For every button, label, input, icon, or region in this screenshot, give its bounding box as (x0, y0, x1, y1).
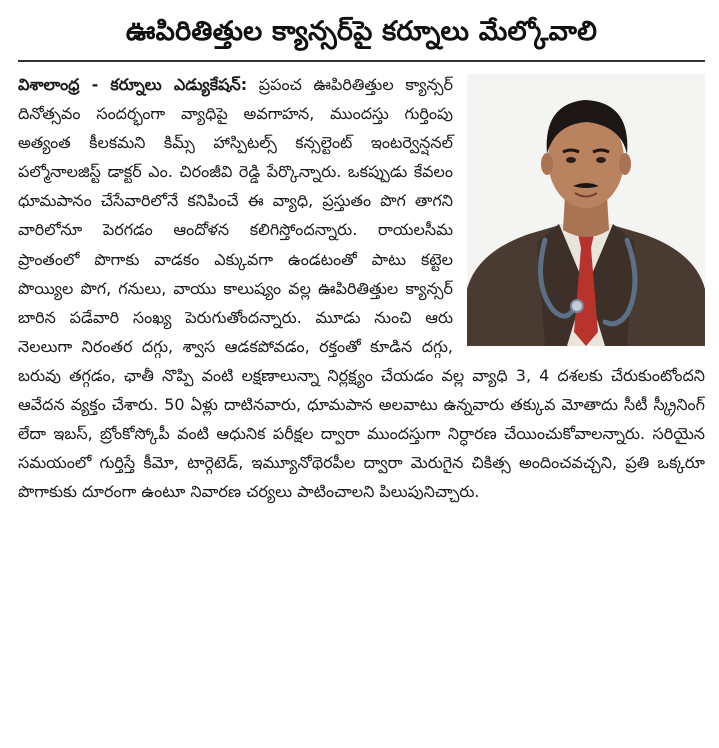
doctor-photo (467, 74, 705, 346)
right-eye (596, 157, 606, 163)
left-ear (541, 153, 553, 175)
stethoscope-chestpiece (571, 300, 583, 312)
byline: విశాలాంధ్ర - కర్నూలు ఎడ్యుకేషన్: (18, 75, 248, 94)
headline-divider (18, 60, 705, 62)
article-body (18, 70, 705, 506)
article-body-text: ప్రపంచ ఊపిరితిత్తుల క్యాన్సర్ దినోత్సవం సందర్భంగా వ్యాధిపై అవగాహన, ముందస్తు గుర్తింపు అత్యంత కీలకమని కిమ్స్ హాస్పిటల్స్ కన్సల్టెంట్ ఇంటర్వెన్షనల్ పల్మోనాలజిస్ట్ డాక్టర్ ఎం. చిరంజీవి రెడ్డి పేర్కొన్నారు. ఒకప్పుడు కేవలం ధూమపానం చేసేవారిలోనే కనిపించే ఈ వ్యాధి, ప్రస్తుతం పొగ తాగని వారిలోనూ పెరగడం ఆందోళన కలిగిస్తోందన్నారు. రాయలసీమ ప్రాంతంలో పొగాకు వాడకం ఎక్కువగా ఉండటంతో పాటు కట్టెల పొయ్యిల పొగ, గనులు, వాయు కాలుష్యం వల్ల ఊపిరితిత్తుల క్యాన్సర్ బారిన పడేవారి సంఖ్య పెరుగుతోందన్నారు. మూడు నుంచి ఆరు నెలలుగా నిరంతర దగ్గు, శ్వాస ఆడకపోవడం, రక్తంతో కూడిన దగ్గు, బరువు తగ్గడం, ఛాతీ నొప్పి వంటి లక్షణాలున్నా నిర్లక్ష్యం చేయడం వల్ల వ్యాధి 3, 4 దశలకు చేరుకుంటోందని ఆవేదన వ్యక్తం చేశారు. 50 ఏళ్లు దాటినవారు, ధూమపాన అలవాటు ఉన్నవారు తక్కువ మోతాదు సీటీ స్క్రీనింగ్ లేదా ఇబస్, బ్రోంకోస్కోపీ వంటి ఆధునిక పరీక్షల ద్వారా ముందస్తుగా నిర్ధారణ చేయించుకోవాలన్నారు. సరియైన సమయంలో గుర్తిస్తే కీమో, టార్గెటెడ్, ఇమ్యూనోథెరపీల ద్వారా మెరుగైన చికిత్స అందించవచ్చని, ప్రతి ఒక్కరూ పొగాకుకు దూరంగా ఉంటూ నివారణ చర్యలు పాటించాలని పిలుపునిచ్చారు. (18, 75, 705, 502)
right-ear (619, 153, 631, 175)
left-eye (566, 157, 576, 163)
headline: ఊపిరితిత్తుల క్యాన్సర్‌పై కర్నూలు మేల్కోవాలి (125, 16, 598, 47)
doctor-portrait-image (467, 74, 705, 346)
